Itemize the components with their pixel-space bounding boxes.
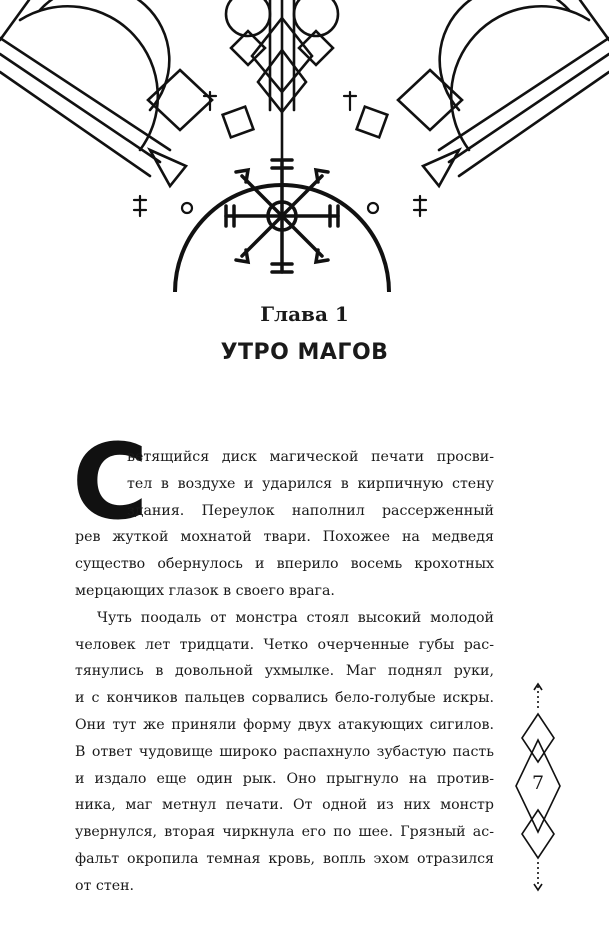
text-line: тел в воздухе и ударился в кирпичную стену <box>127 475 494 492</box>
text-line: от стен. <box>75 877 135 894</box>
text-line: и издало еще один рык. Оно прыгнуло на против- <box>75 770 494 787</box>
text-line: Чуть поодаль от монстра стоял высокий молодой <box>97 609 494 626</box>
text-line: рев жуткой мохнатой твари. Похожее на медведя <box>75 529 494 546</box>
text-line: и с кончиков пальцев сорвались бело-голубые искры. <box>75 690 494 707</box>
text-line: ника, маг метнул печати. От одной из них монстр <box>75 797 494 814</box>
text-line: Они тут же приняли форму двух атакующих сигилов. <box>75 716 494 733</box>
body-text <box>75 444 494 900</box>
text-line: фальт окропила темная кровь, вопль эхом отразился <box>75 850 494 867</box>
text-line: тянулись в довольной ухмылке. Маг поднял руки, <box>75 663 494 680</box>
chapter-title: УТРО МАГОВ <box>220 340 389 365</box>
text-line: человек лет тридцати. Четко очерченные губы рас- <box>75 636 494 653</box>
text-line: существо обернулось и вперило восемь крохотных <box>75 556 494 573</box>
page-number: 7 <box>531 772 545 794</box>
vegvisir-ornament-icon <box>0 0 609 292</box>
text-line: ветящийся диск магической печати просви- <box>127 449 494 465</box>
text-line: мерцающих глазок в своего врага. <box>75 582 335 599</box>
drop-cap: С <box>72 421 149 543</box>
chapter-number: Глава 1 <box>260 302 349 326</box>
text-line: увернулся, вторая чиркнула его по шее. Грязный ас- <box>75 824 494 841</box>
text-line: В ответ чудовище широко распахнуло зубастую пасть <box>75 743 494 760</box>
text-line: здания. Переулок наполнил рассерженный <box>127 502 494 519</box>
